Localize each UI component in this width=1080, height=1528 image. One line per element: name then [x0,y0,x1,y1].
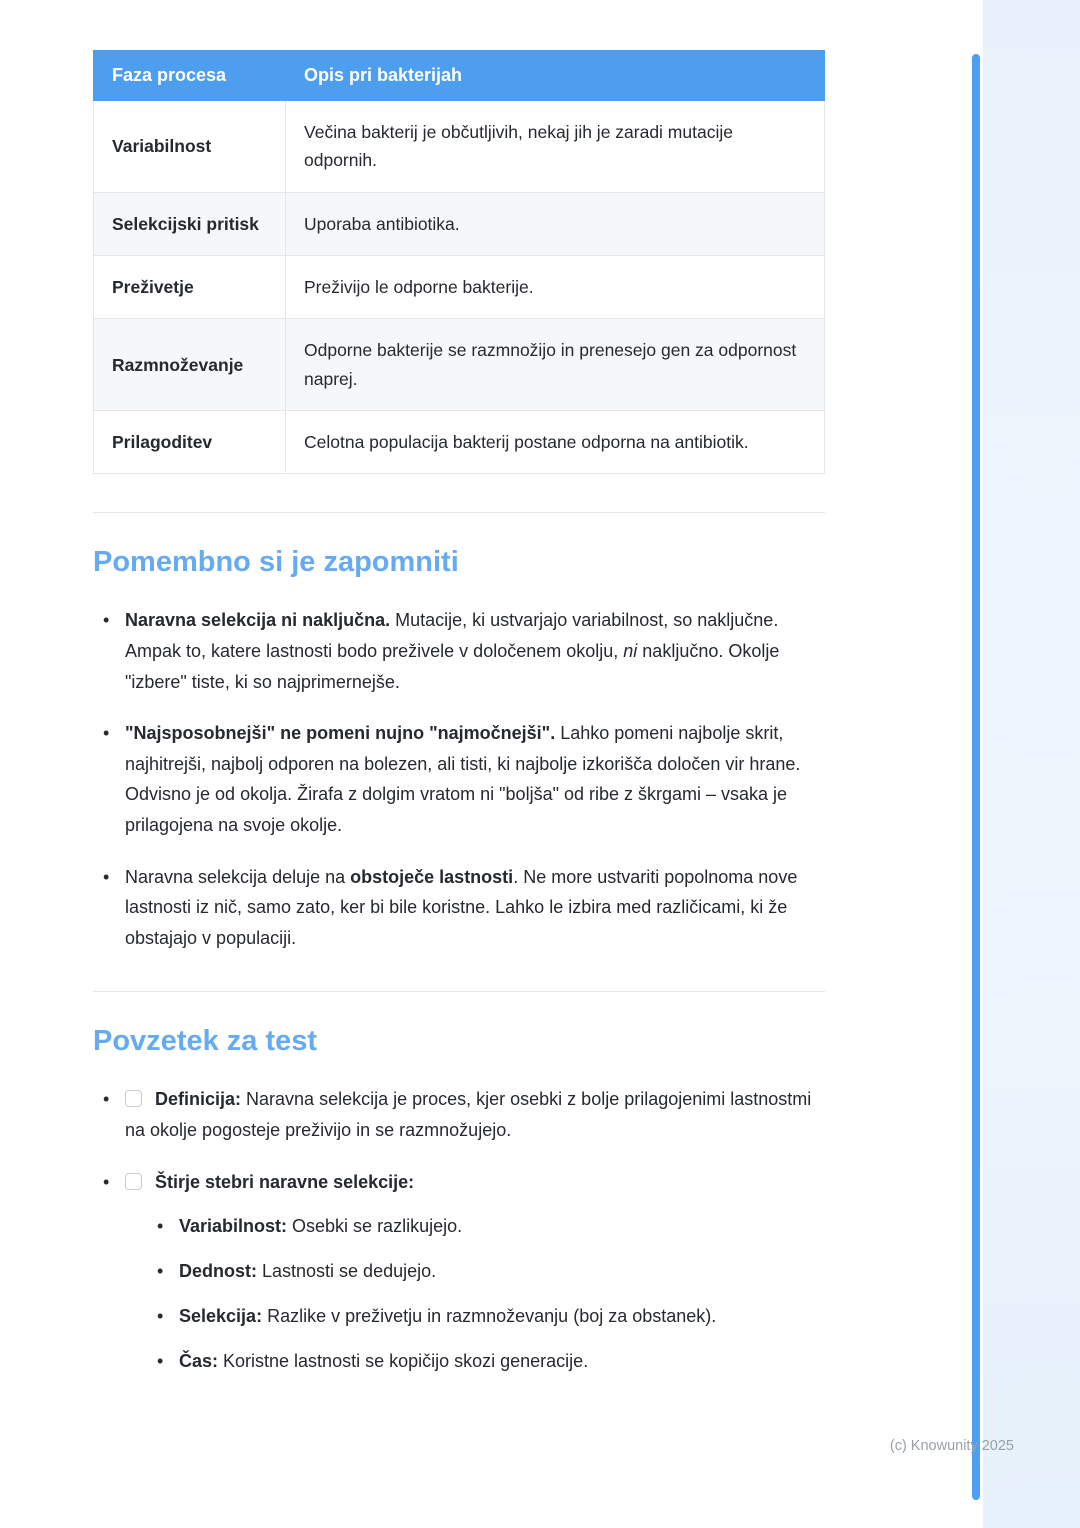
text-segment: Štirje stebri naravne selekcije: [155,1171,415,1192]
text-segment: ni [623,641,638,661]
bullet-text [125,1084,825,1145]
summary-list [93,1084,825,1375]
text-segment: Razlike v preživetju in razmnoževanju (boj za obstanek). [262,1305,717,1326]
bullet-marker: • [103,610,110,631]
text-segment: Lastnosti se dedujejo. [257,1260,437,1281]
description-cell: Preživijo le odporne bakterije. [286,256,825,319]
bullet-text [179,1347,825,1376]
column-header-phase: Faza procesa [94,51,286,101]
text-segment: . Ne more ustvariti popolnoma nove lastnosti iz nič, samo zato, ker bi bile koristne. Lahko le izbira med različicami, ki že obstajajo v populaciji. [125,866,798,948]
bullet-marker: • [103,1089,110,1110]
bullet-marker: • [103,1171,110,1192]
checkbox[interactable] [125,1090,142,1107]
text-segment: Naravna selekcija deluje na [125,866,351,887]
bullet-marker: • [157,1260,164,1281]
process-table-body [94,101,825,474]
table-header-row [94,51,825,101]
important-list [93,605,825,953]
text-segment: Dednost: [179,1260,257,1281]
text-segment: "Najsposobnejši" ne pomeni nujno "najmočnejši". [125,723,556,744]
text-segment: Selekcija: [179,1305,263,1326]
list-item [103,605,825,697]
text-segment: Naravna selekcija je proces, kjer osebki z bolje prilagojenimi lastnostmi na okolje pogosteje preživijo in se razmnožujejo. [125,1089,812,1140]
text-segment: Variabilnost: [179,1216,288,1237]
sub-list-item [157,1347,825,1376]
bullet-text [179,1302,825,1331]
checkbox[interactable] [125,1173,142,1190]
list-item [103,1084,825,1145]
table-row [94,319,825,411]
list-item [103,718,825,840]
text-segment: Lahko pomeni najbolje skrit, najhitrejši, najbolj odporen na bolezen, ali tisti, ki najbolje izkorišča določen vir hrane. Odvisno je od okolja. Žirafa z dolgim vratom ni "boljša" od ribe z škrgami – vsaka je prilagojena na svoje okolje. [125,723,801,835]
bullet-marker: • [103,723,110,744]
watermark: (c) Knowunity 2025 [889,1438,1014,1454]
scrollbar[interactable] [972,54,980,1500]
table-row [94,411,825,474]
text-segment: obstoječe lastnosti [350,866,514,887]
phase-cell: Razmnoževanje [94,319,286,411]
section-divider [93,991,825,992]
bullet-text [125,718,825,840]
phase-cell: Prilagoditev [94,411,286,474]
sub-list [125,1212,825,1375]
list-item [103,862,825,954]
content-area [93,50,825,1396]
bullet-text [125,862,825,954]
text-segment: Osebki se razlikujejo. [287,1216,463,1237]
bullet-marker: • [103,866,110,887]
description-cell: Večina bakterij je občutljivih, nekaj jih je zaradi mutacije odpornih. [286,101,825,193]
column-header-description: Opis pri bakterijah [286,51,825,101]
description-cell: Uporaba antibiotika. [286,192,825,255]
section-divider [93,512,825,513]
text-segment: Definicija: [155,1089,242,1110]
phase-cell: Variabilnost [94,101,286,193]
description-cell: Celotna populacija bakterij postane odporna na antibiotik. [286,411,825,474]
text-segment: naključno. Okolje "izbere" tiste, ki so najprimernejše. [125,641,780,692]
list-item [103,1167,825,1376]
phase-cell: Preživetje [94,256,286,319]
phase-cell: Selekcijski pritisk [94,192,286,255]
bullet-marker: • [157,1216,164,1237]
description-cell: Odporne bakterije se razmnožijo in prenesejo gen za odpornost naprej. [286,319,825,411]
sub-list-item [157,1302,825,1331]
text-segment: Naravna selekcija ni naključna. [125,610,391,631]
text-segment: Čas: [179,1350,219,1371]
sub-list-item [157,1257,825,1286]
bullet-text [179,1212,825,1241]
bullet-text [179,1257,825,1286]
section-title-summary: Povzetek za test [93,1025,318,1058]
table-row [94,192,825,255]
text-segment: Mutacije, ki ustvarjajo variabilnost, so naključne. Ampak to, katere lastnosti bodo preživele v določenem okolju, [125,610,779,661]
bullet-text [125,605,825,697]
table-row [94,256,825,319]
text-segment: Koristne lastnosti se kopičijo skozi generacije. [218,1350,589,1371]
table-row [94,101,825,193]
bullet-text [125,1167,825,1376]
section-title-important: Pomembno si je zapomniti [93,546,459,579]
bullet-marker: • [157,1305,164,1326]
page-margin-strip [983,0,1080,1528]
sub-list-item [157,1212,825,1241]
process-table [93,50,825,474]
table-header [94,51,825,101]
bullet-marker: • [157,1350,164,1371]
